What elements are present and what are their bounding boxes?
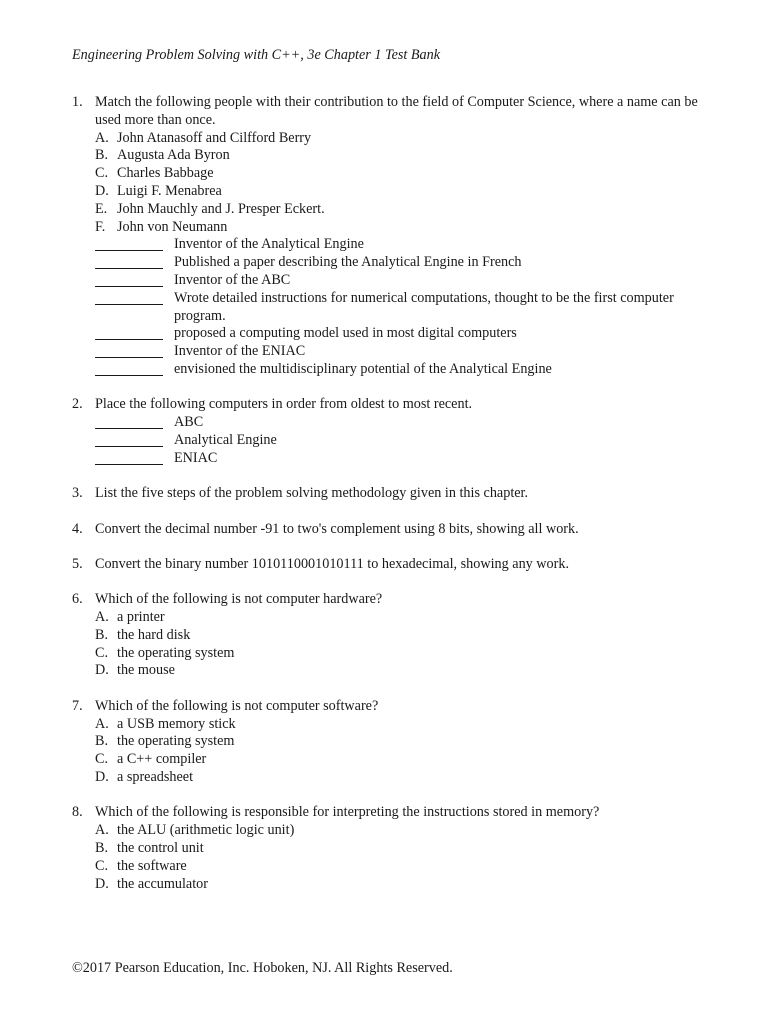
question-3 <box>72 485 712 503</box>
option <box>95 769 712 787</box>
option-text: Luigi F. Menabrea <box>117 182 222 199</box>
question-number: 3. <box>72 485 83 502</box>
option-text: John Atanasoff and Cilfford Berry <box>117 129 312 146</box>
option-label: A. <box>95 822 109 839</box>
option-label: B. <box>95 147 109 164</box>
question-4 <box>72 521 712 539</box>
option-label: C. <box>95 751 109 768</box>
answer-blank[interactable] <box>95 343 163 358</box>
answer-blank[interactable] <box>95 414 163 429</box>
blank-text: ABC <box>174 414 204 431</box>
answer-blank[interactable] <box>95 236 163 251</box>
option-text: the control unit <box>117 840 204 857</box>
question-number: 5. <box>72 555 83 572</box>
option <box>95 733 712 751</box>
blank-item <box>95 414 712 432</box>
blank-item <box>95 290 712 326</box>
blank-text: proposed a computing model used in most digital computers <box>174 325 517 342</box>
option-label: D. <box>95 769 109 786</box>
question-text: Convert the binary number 1010110001010111 to hexadecimal, showing any work. <box>95 555 570 572</box>
option-label: B. <box>95 626 109 643</box>
option-text: John Mauchly and J. Presper Eckert. <box>117 200 325 217</box>
question-5 <box>72 556 712 574</box>
option-text: Charles Babbage <box>117 165 214 182</box>
question-number: 1. <box>72 94 83 110</box>
question-text: List the five steps of the problem solving methodology given in this chapter. <box>95 485 529 502</box>
blank-item <box>95 450 712 468</box>
question-body <box>95 485 712 503</box>
page-footer: ©2017 Pearson Education, Inc. Hoboken, NJ. All Rights Reserved. <box>72 960 453 976</box>
question-6 <box>72 591 712 680</box>
question-text: Convert the decimal number -91 to two's complement using 8 bits, showing all work. <box>95 520 579 537</box>
option-text: a printer <box>117 609 165 626</box>
question-number: 6. <box>72 591 83 608</box>
answer-blank[interactable] <box>95 361 163 376</box>
option <box>95 645 712 663</box>
option-text: the accumulator <box>117 875 208 892</box>
question-text: Place the following computers in order from oldest to most recent. <box>95 396 473 413</box>
option <box>95 183 712 201</box>
blank-text: envisioned the multidisciplinary potential of the Analytical Engine <box>174 360 552 377</box>
option-text: a spreadsheet <box>117 769 194 786</box>
blank-item <box>95 254 712 272</box>
option <box>95 840 712 858</box>
option <box>95 876 712 894</box>
option-text: the mouse <box>117 662 175 679</box>
option <box>95 165 712 183</box>
option <box>95 130 712 148</box>
option-text: the hard disk <box>117 626 191 643</box>
question-1 <box>72 94 712 379</box>
blank-text: Inventor of the Analytical Engine <box>174 236 364 253</box>
option-text: the operating system <box>117 733 235 750</box>
question-body <box>95 804 712 893</box>
answer-blank[interactable] <box>95 432 163 447</box>
answer-blank[interactable] <box>95 290 163 305</box>
question-7 <box>72 698 712 787</box>
blank-item <box>95 343 712 361</box>
blank-text: Published a paper describing the Analytical Engine in French <box>174 254 522 271</box>
blank-item <box>95 325 712 343</box>
question-text: Which of the following is responsible for interpreting the instructions stored in memory? <box>95 804 600 821</box>
blank-item <box>95 361 712 379</box>
question-number: 8. <box>72 804 83 821</box>
option-label: B. <box>95 840 109 857</box>
question-text: Match the following people with their contribution to the field of Computer Science, where a name can be used more than once. <box>95 94 698 128</box>
answer-blank[interactable] <box>95 272 163 287</box>
option-label: A. <box>95 715 109 732</box>
question-number: 2. <box>72 396 83 413</box>
question-number: 4. <box>72 520 83 537</box>
question-body <box>95 556 712 574</box>
option <box>95 858 712 876</box>
option <box>95 609 712 627</box>
page-header: Engineering Problem Solving with C++, 3e Chapter 1 Test Bank <box>72 47 441 63</box>
option-label: A. <box>95 129 109 146</box>
option-label: D. <box>95 875 109 892</box>
blank-text: ENIAC <box>174 449 218 466</box>
option-text: Augusta Ada Byron <box>117 147 230 164</box>
option-label: F. <box>95 218 106 235</box>
option <box>95 147 712 165</box>
option <box>95 751 712 769</box>
question-body <box>95 698 712 787</box>
answer-blank[interactable] <box>95 450 163 465</box>
question-8 <box>72 804 712 893</box>
option-label: E. <box>95 200 108 217</box>
option-text: the operating system <box>117 644 235 661</box>
answer-blank[interactable] <box>95 325 163 340</box>
option <box>95 201 712 219</box>
option-label: A. <box>95 609 109 626</box>
option-label: B. <box>95 733 109 750</box>
option-text: the software <box>117 857 187 874</box>
option <box>95 662 712 680</box>
option <box>95 627 712 645</box>
option <box>95 822 712 840</box>
option-label: C. <box>95 165 109 182</box>
blank-text: Wrote detailed instructions for numerical computations, thought to be the first computer program. <box>174 289 674 324</box>
blank-text: Analytical Engine <box>174 431 277 448</box>
option-text: John von Neumann <box>117 218 228 235</box>
option-text: a USB memory stick <box>117 715 236 732</box>
option-label: D. <box>95 182 109 199</box>
option-text: the ALU (arithmetic logic unit) <box>117 822 295 839</box>
question-text: Which of the following is not computer software? <box>95 697 379 714</box>
question-body <box>95 591 712 680</box>
question-list <box>72 94 712 911</box>
blank-text: Inventor of the ENIAC <box>174 343 306 360</box>
blank-item <box>95 236 712 254</box>
blank-item <box>95 432 712 450</box>
option <box>95 219 712 237</box>
blank-text: Inventor of the ABC <box>174 271 291 288</box>
answer-blank[interactable] <box>95 254 163 269</box>
question-body <box>95 396 712 467</box>
question-body <box>95 94 712 379</box>
option-text: a C++ compiler <box>117 751 207 768</box>
question-2 <box>72 396 712 467</box>
question-number: 7. <box>72 697 83 714</box>
option <box>95 716 712 734</box>
option-label: C. <box>95 644 109 661</box>
question-body <box>95 521 712 539</box>
question-text: Which of the following is not computer hardware? <box>95 591 383 608</box>
blank-item <box>95 272 712 290</box>
option-label: C. <box>95 857 109 874</box>
option-label: D. <box>95 662 109 679</box>
